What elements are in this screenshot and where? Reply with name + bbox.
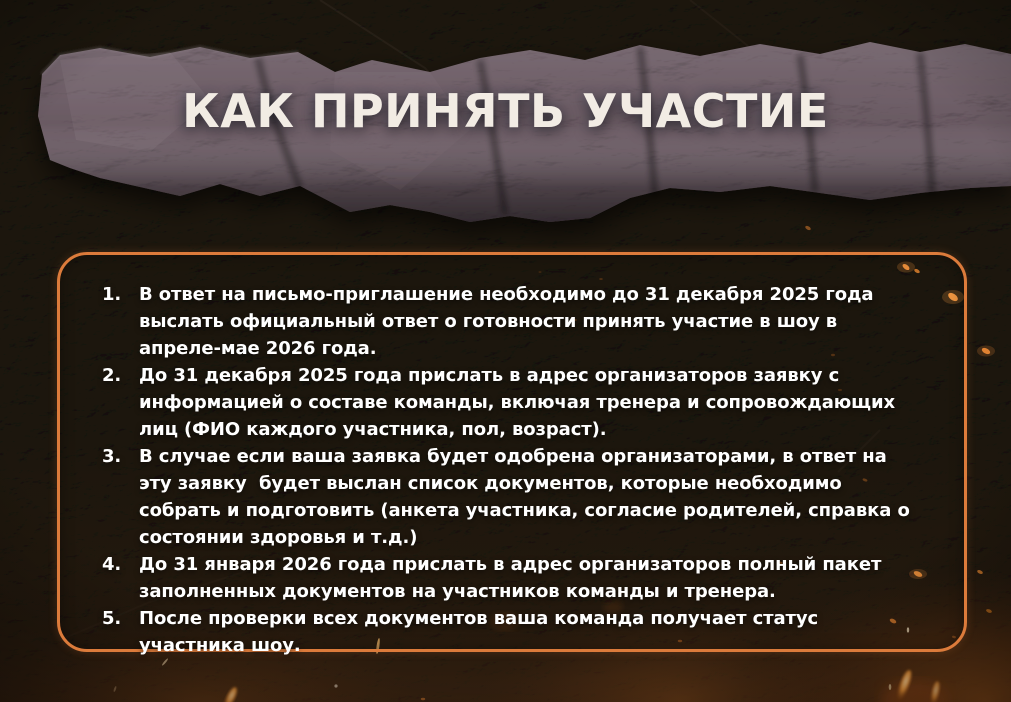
step-text: После проверки всех документов ваша команда получает статус участника шоу.	[139, 608, 819, 656]
step-text: В ответ на письмо-приглашение необходимо до 31 декабря 2025 года выслать официальный ответ о готовности принять участие в шоу в апреле-мае 2026 года.	[139, 284, 874, 359]
step-number: 3.	[102, 446, 122, 467]
step-item	[102, 443, 920, 551]
step-text: До 31 января 2026 года прислать в адрес организаторов полный пакет заполненных документов на участников команды и тренера.	[139, 554, 882, 602]
steps-list	[60, 255, 964, 659]
step-number: 5.	[102, 608, 122, 629]
page-title: КАК ПРИНЯТЬ УЧАСТИЕ	[182, 84, 829, 138]
step-text: В случае если ваша заявка будет одобрена организаторами, в ответ на эту заявку будет выслан список документов, которые необходимо собрать и подготовить (анкета участника, согласие родителей, справка о состоянии здоровья и т.д.)	[139, 446, 910, 548]
step-item	[102, 281, 920, 362]
step-number: 2.	[102, 365, 122, 386]
step-item	[102, 362, 920, 443]
step-number: 4.	[102, 554, 122, 575]
step-text: До 31 декабря 2025 года прислать в адрес организаторов заявку с информацией о составе команды, включая тренера и сопровождающих лиц (ФИО каждого участника, пол, возраст).	[139, 365, 896, 440]
step-number: 1.	[102, 284, 122, 305]
step-item	[102, 605, 920, 659]
step-item	[102, 551, 920, 605]
steps-panel	[57, 252, 967, 656]
